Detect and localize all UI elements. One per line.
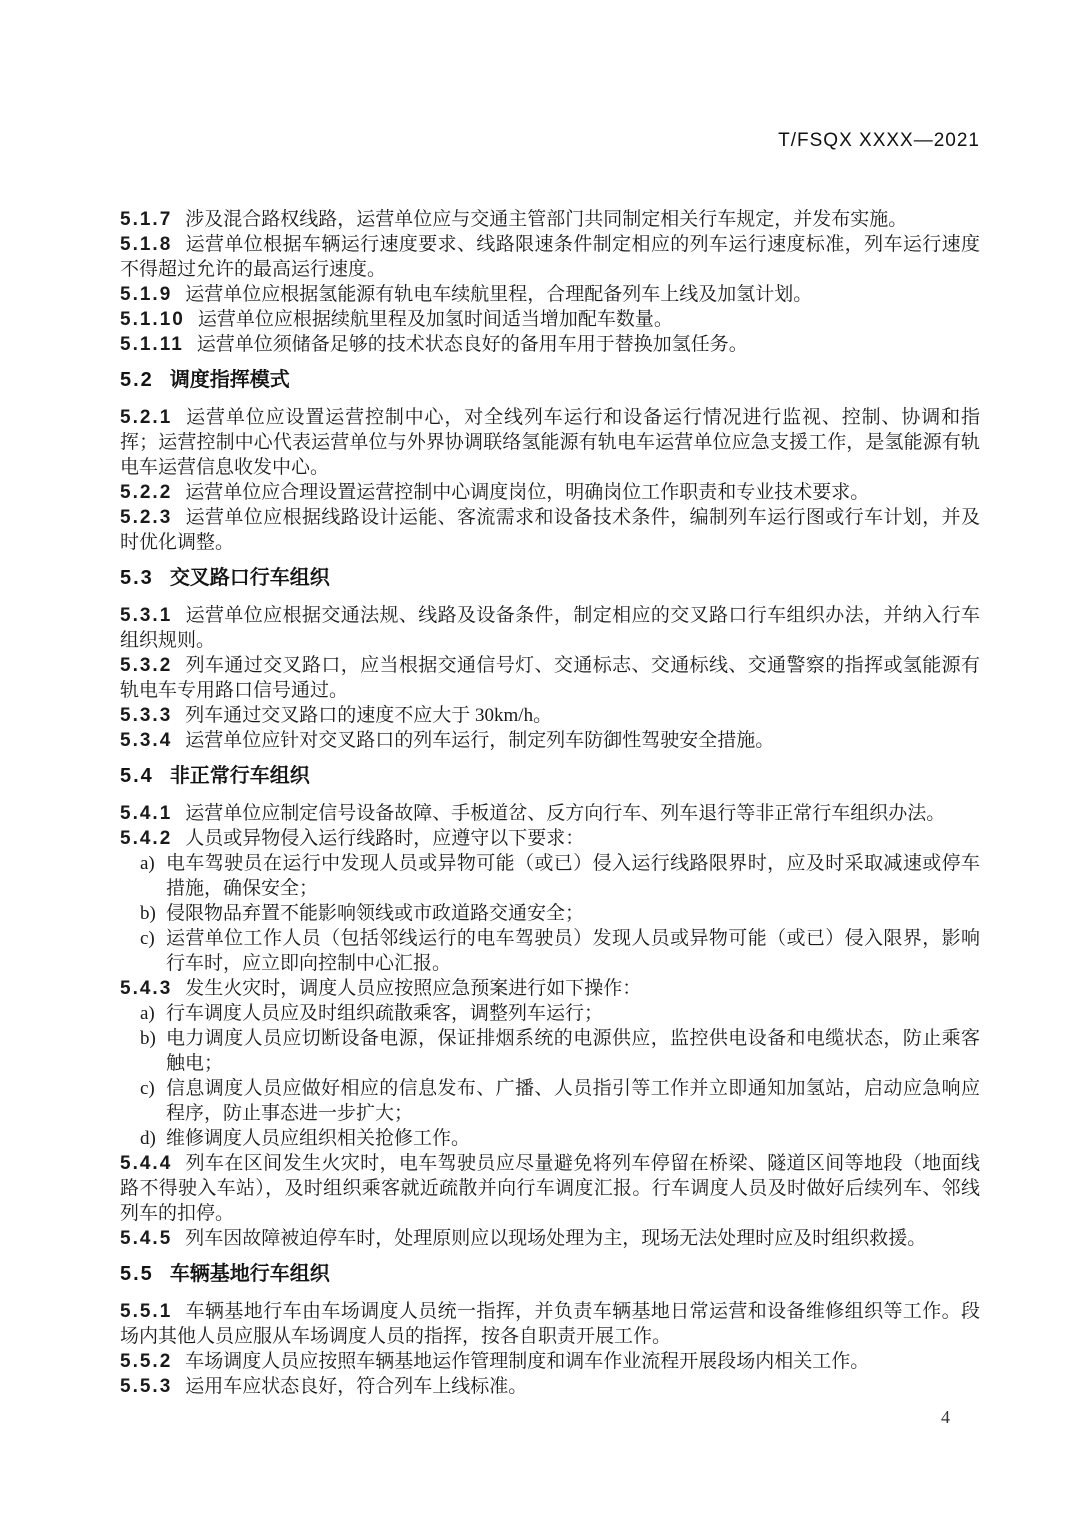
list-item-label: a) [140, 1003, 155, 1024]
clause-paragraph [120, 703, 980, 728]
clause-paragraph [120, 1226, 980, 1251]
clause-text: 运营单位须储备足够的技术状态良好的备用车用于替换加氢任务。 [196, 334, 748, 355]
clause-number: 5.2.3 [120, 507, 173, 528]
clause-text: 运营单位应制定信号设备故障、手板道岔、反方向行车、列车退行等非正常行车组织办法。 [185, 803, 946, 824]
clause-paragraph [120, 332, 980, 357]
section-title: 非正常行车组织 [169, 765, 310, 787]
clause-number: 5.3.1 [120, 605, 173, 626]
clause-number: 5.4.2 [120, 828, 173, 849]
clause-paragraph [120, 505, 980, 555]
clause-text: 列车通过交叉路口，应当根据交通信号灯、交通标志、交通标线、交通警察的指挥或氢能源有轨电车专用路口信号通过。 [120, 655, 980, 701]
clause-paragraph [120, 976, 980, 1001]
clause-sub-list [120, 851, 980, 976]
clause-paragraph [120, 480, 980, 505]
clause-text: 运营单位应设置运营控制中心，对全线列车运行和设备运行情况进行监视、控制、协调和指挥；运营控制中心代表运营单位与外界协调联络氢能源有轨电车运营单位应急支援工作，是氢能源有轨电车运营信息收发中心。 [120, 407, 980, 478]
clause-text: 列车在区间发生火灾时，电车驾驶员应尽量避免将列车停留在桥梁、隧道区间等地段（地面线路不得驶入车站），及时组织乘客就近疏散并向行车调度汇报。行车调度人员及时做好后续列车、邻线列车的扣停。 [120, 1153, 980, 1224]
clause-number: 5.1.8 [120, 234, 173, 255]
clause-number: 5.4.1 [120, 803, 173, 824]
clause-text: 运营单位应根据续航里程及加氢时间适当增加配车数量。 [197, 309, 673, 330]
section-number: 5.5 [120, 1263, 154, 1285]
list-item-text: 行车调度人员应及时组织疏散乘客，调整列车运行； [166, 1003, 604, 1024]
section-heading [120, 565, 980, 591]
clause-paragraph [120, 653, 980, 703]
clause-text: 运用车应状态良好，符合列车上线标准。 [185, 1376, 528, 1397]
clause-text: 列车因故障被迫停车时，处理原则应以现场处理为主，现场无法处理时应及时组织救援。 [185, 1228, 927, 1249]
clause-paragraph [120, 1299, 980, 1349]
clause-number: 5.5.1 [120, 1301, 173, 1322]
clause-paragraph [120, 1349, 980, 1374]
clause-text: 运营单位应根据线路设计运能、客流需求和设备技术条件，编制列车运行图或行车计划，并及时优化调整。 [120, 507, 980, 553]
section-number: 5.4 [120, 765, 154, 787]
clause-number: 5.1.9 [120, 284, 173, 305]
clause-paragraph [120, 826, 980, 851]
clause-number: 5.3.2 [120, 655, 173, 676]
list-item-text: 侵限物品弃置不能影响领线或市政道路交通安全； [166, 903, 585, 924]
clause-paragraph [120, 232, 980, 282]
doc-number: T/FSQX XXXX—2021 [778, 130, 980, 151]
clause-text: 运营单位应针对交叉路口的列车运行，制定列车防御性驾驶安全措施。 [185, 730, 775, 751]
clause-paragraph [120, 1151, 980, 1226]
clause-paragraph [120, 405, 980, 480]
section-heading [120, 1261, 980, 1287]
clause-text: 车辆基地行车由车场调度人员统一指挥，并负责车辆基地日常运营和设备维修组织等工作。段场内其他人员应服从车场调度人员的指挥，按各自职责开展工作。 [120, 1301, 980, 1347]
clause-text: 运营单位根据车辆运行速度要求、线路限速条件制定相应的列车运行速度标准，列车运行速度不得超过允许的最高运行速度。 [120, 234, 980, 280]
clause-number: 5.1.10 [120, 309, 185, 330]
clause-number: 5.3.3 [120, 705, 173, 726]
section-title: 调度指挥模式 [169, 369, 290, 391]
list-item-label: d) [140, 1128, 156, 1149]
section-heading [120, 763, 980, 789]
list-item-text: 维修调度人员应组织相关抢修工作。 [166, 1128, 471, 1149]
clause-number: 5.5.3 [120, 1376, 173, 1397]
clause-number: 5.2.1 [120, 407, 173, 428]
clause-text: 发生火灾时，调度人员应按照应急预案进行如下操作： [185, 978, 642, 999]
clause-paragraph [120, 307, 980, 332]
section-title: 交叉路口行车组织 [169, 567, 330, 589]
section-title: 车辆基地行车组织 [169, 1263, 330, 1285]
clause-text: 运营单位应根据氢能源有轨电车续航里程，合理配备列车上线及加氢计划。 [185, 284, 813, 305]
clause-number: 5.5.2 [120, 1351, 173, 1372]
clause-number: 5.1.11 [120, 334, 184, 355]
clause-number: 5.4.4 [120, 1153, 173, 1174]
section-number: 5.2 [120, 369, 154, 391]
document-body [120, 207, 980, 1430]
clause-text: 人员或异物侵入运行线路时，应遵守以下要求： [185, 828, 585, 849]
list-item-label: b) [140, 903, 156, 924]
list-item [140, 901, 980, 926]
clause-text: 车场调度人员应按照车辆基地运作管理制度和调车作业流程开展段场内相关工作。 [185, 1351, 870, 1372]
clause-paragraph [120, 207, 980, 232]
clause-text: 运营单位应根据交通法规、线路及设备条件，制定相应的交叉路口行车组织办法，并纳入行车组织规则。 [120, 605, 980, 651]
list-item [140, 926, 980, 976]
page-number: 4 [941, 1407, 950, 1427]
clause-number: 5.4.3 [120, 978, 173, 999]
list-item [140, 1126, 980, 1151]
list-item-text: 电力调度人员应切断设备电源，保证排烟系统的电源供应，监控供电设备和电缆状态，防止乘客触电； [166, 1028, 980, 1074]
section-heading [120, 367, 980, 393]
page-header [120, 130, 980, 152]
list-item-label: a) [140, 853, 155, 874]
list-item-text: 信息调度人员应做好相应的信息发布、广播、人员指引等工作并立即通知加氢站，启动应急响应程序，防止事态进一步扩大； [166, 1078, 980, 1124]
clause-number: 5.2.2 [120, 482, 173, 503]
clause-paragraph [120, 801, 980, 826]
clause-paragraph [120, 282, 980, 307]
list-item-label: b) [140, 1028, 156, 1049]
page-footer [120, 1405, 980, 1430]
list-item [140, 851, 980, 901]
list-item [140, 1026, 980, 1076]
clause-sub-list [120, 1001, 980, 1151]
section-number: 5.3 [120, 567, 154, 589]
list-item [140, 1076, 980, 1126]
clause-text: 运营单位应合理设置运营控制中心调度岗位，明确岗位工作职责和专业技术要求。 [185, 482, 870, 503]
clause-number: 5.4.5 [120, 1228, 173, 1249]
clause-paragraph [120, 603, 980, 653]
clause-number: 5.1.7 [120, 209, 173, 230]
list-item-text: 运营单位工作人员（包括邻线运行的电车驾驶员）发现人员或异物可能（或已）侵入限界，影响行车时，应立即向控制中心汇报。 [166, 928, 980, 974]
clause-number: 5.3.4 [120, 730, 173, 751]
clause-text: 涉及混合路权线路，运营单位应与交通主管部门共同制定相关行车规定，并发布实施。 [185, 209, 908, 230]
list-item [140, 1001, 980, 1026]
list-item-label: c) [140, 1078, 155, 1099]
list-item-label: c) [140, 928, 155, 949]
clause-paragraph [120, 728, 980, 753]
clause-paragraph [120, 1374, 980, 1399]
list-item-text: 电车驾驶员在运行中发现人员或异物可能（或已）侵入运行线路限界时，应及时采取减速或停车措施，确保安全； [166, 853, 980, 899]
clause-text: 列车通过交叉路口的速度不应大于 30km/h。 [185, 705, 553, 726]
